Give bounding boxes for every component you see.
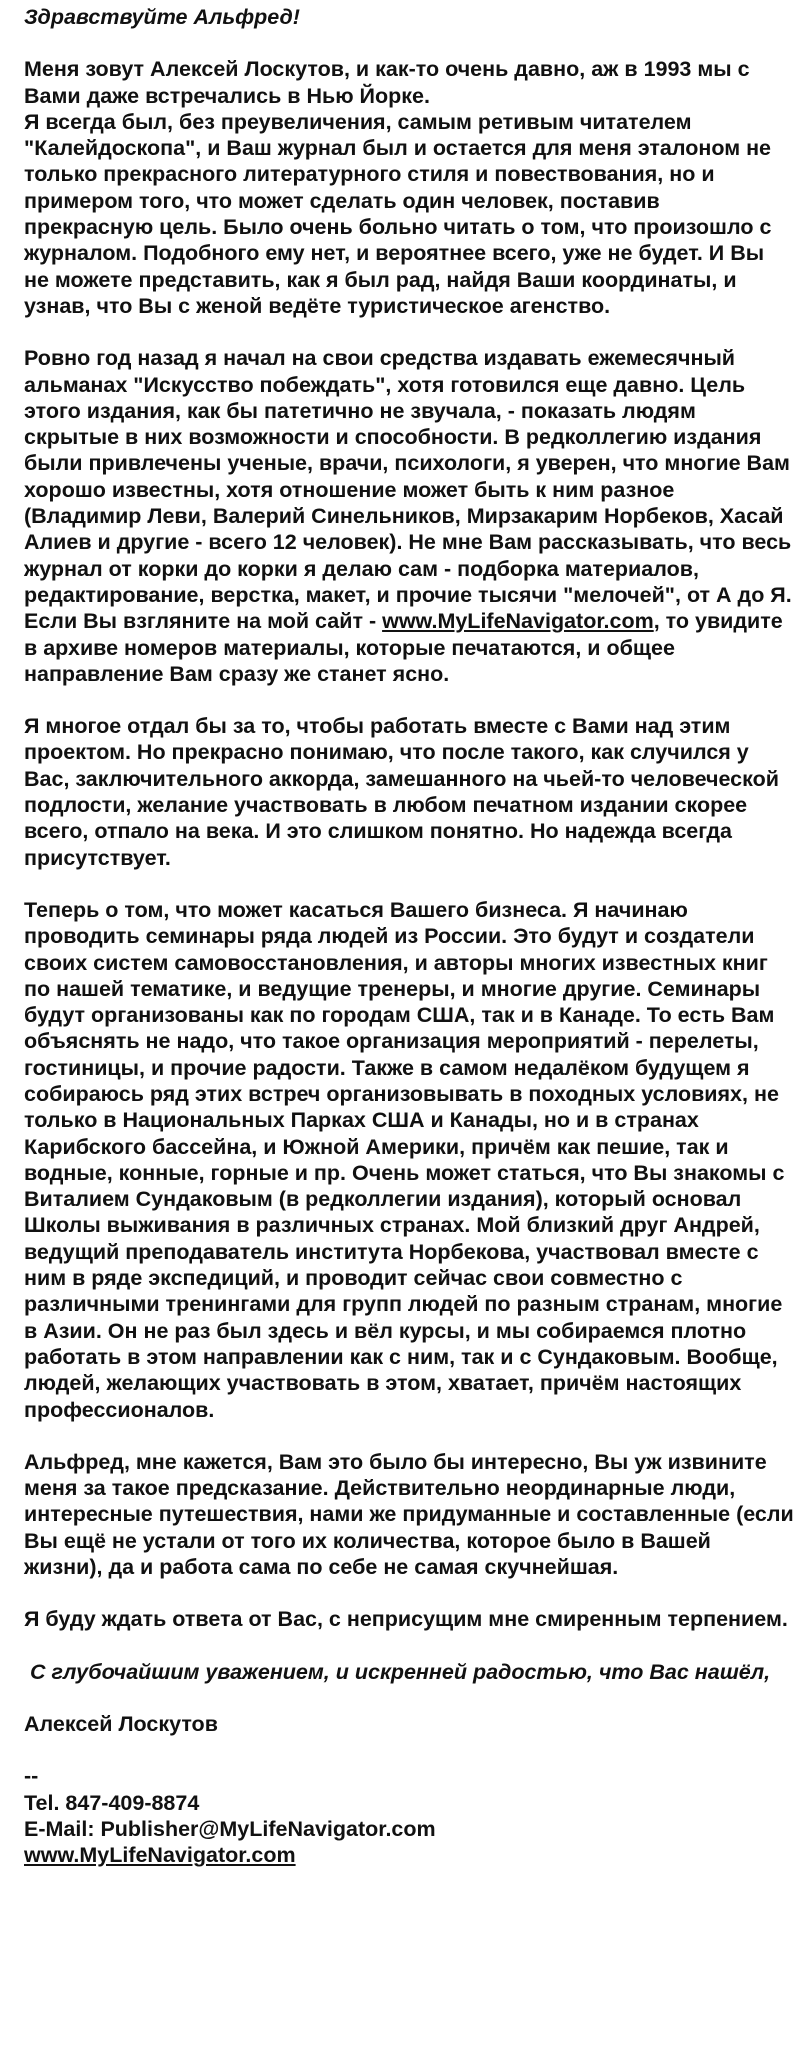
letter-greeting: Здравствуйте Альфред! bbox=[24, 5, 300, 29]
letter-closing: С глубочайшим уважением, и искренней радостью, что Вас нашёл, bbox=[30, 1659, 771, 1684]
letter-signature: Алексей Лоскутов bbox=[24, 1711, 218, 1736]
footer-separator: -- bbox=[24, 1764, 39, 1789]
footer-website-link[interactable]: www.MyLifeNavigator.com bbox=[24, 1843, 296, 1868]
paragraph-almanac-text-start: Ровно год назад я начал на свои средства издавать ежемесячный альманах "Искусство побеждать", хотя готовился еще давно. Цель этого издания, как бы патетично не звучала, - показать людям скрытые в них возможности и способности. В редколлегию издания были привлечены ученые, врачи, психологи, я уверен, что многие Вам хорошо известны, хотя отношение может быть к ним разное (Владимир Леви, Валерий Синельников, Мирзакарим Норбеков, Хасай Алиев и другие - всего 12 человек). Не мне Вам рассказывать, что весь журнал от корки до корки я делаю сам - подборка материалов, редактирование, верстка, макет, и прочие тысячи "мелочей", от А до Я. Если Вы взгляните на мой сайт - bbox=[24, 346, 792, 634]
paragraph-almanac-text-end: , то увидите в архиве номеров материалы, которые печатаются, и общее направление Вам сразу же станет ясно. bbox=[24, 609, 783, 686]
paragraph-waiting: Я буду ждать ответа от Вас, с неприсущим мне смиренным терпением. bbox=[24, 1607, 788, 1632]
paragraph-business: Теперь о том, что может касаться Вашего бизнеса. Я начинаю проводить семинары ряда людей из России. Это будут и создатели своих систем самовосстановления, и авторы многих известных книг по нашей тематике, и ведущие тренеры, и многие другие. Семинары будут организованы как по городам США, так и в Канаде. То есть Вам объяснять не надо, что такое организация мероприятий - перелеты, гостиницы, и прочие радости. Также в самом недалёком будущем я собираюсь ряд этих встреч организовывать в походных условиях, не только в Национальных Парках США и Канады, но и в странах Карибского бассейна, и Южной Америки, причём как пешие, так и водные, конные, горные и пр. Очень может статься, что Вы знакомы с Виталием Сундаковым (в редколлегии издания), который основал Школы выживания в различных странах. Мой близкий друг Андрей, ведущий преподаватель института Норбекова, участвовал вместе с ним в ряде экспедиций, и проводит сейчас свои совместно с различными тренингами для групп людей по разным странам, многие в Азии. Он не раз был здесь и вёл курсы, и мы собираемся плотно работать в этом направлении как с ним, так и с Сундаковым. Вообще, людей, желающих участвовать в этом, хватает, причём настоящих профессионалов. bbox=[24, 897, 785, 1422]
paragraph-interest: Альфред, мне кажется, Вам это было бы интересно, Вы уж извините меня за такое предсказание. Действительно неординарные люди, интересные путешествия, нами же придуманные и составленные (если Вы ещё не устали от того их количества, которое было в Вашей жизни), да и работа сама по себе не самая скучнейшая. bbox=[24, 1449, 794, 1580]
footer-email[interactable]: E-Mail: Publisher@MyLifeNavigator.com bbox=[24, 1816, 436, 1841]
paragraph-intro-line-1: Меня зовут Алексей Лоскутов, и как-то очень давно, аж в 1993 мы с Вами даже встречались в Нью Йорке. bbox=[24, 57, 750, 108]
paragraph-project: Я многое отдал бы за то, чтобы работать вместе с Вами над этим проектом. Но прекрасно понимаю, что после такого, как случился у Вас, заключительного аккорда, замешанного на чьей-то человеческой подлости, желание участвовать в любом печатном издании скорее всего, отпало на века. И это слишком понятно. Но надежда всегда присутствует. bbox=[24, 714, 779, 870]
paragraph-almanac bbox=[24, 345, 794, 687]
paragraph-intro-line-2: Я всегда был, без преувеличения, самым ретивым читателем "Калейдоскопа", и Ваш журнал был и остается для меня эталоном не только прекрасного литературного стиля и повествования, но и примером того, что может сделать один человек, поставив прекрасную цель. Было очень больно читать о том, что произошло с журналом. Подобного ему нет, и вероятнее всего, уже не будет. И Вы не можете представить, как я был рад, найдя Ваши координаты, и узнав, что Вы с женой ведёте туристическое агенство. bbox=[24, 109, 772, 318]
footer-phone: Tel. 847-409-8874 bbox=[24, 1790, 200, 1815]
website-link[interactable]: www.MyLifeNavigator.com bbox=[382, 609, 654, 634]
letter-page bbox=[24, 4, 794, 1868]
paragraph-intro bbox=[24, 56, 794, 319]
